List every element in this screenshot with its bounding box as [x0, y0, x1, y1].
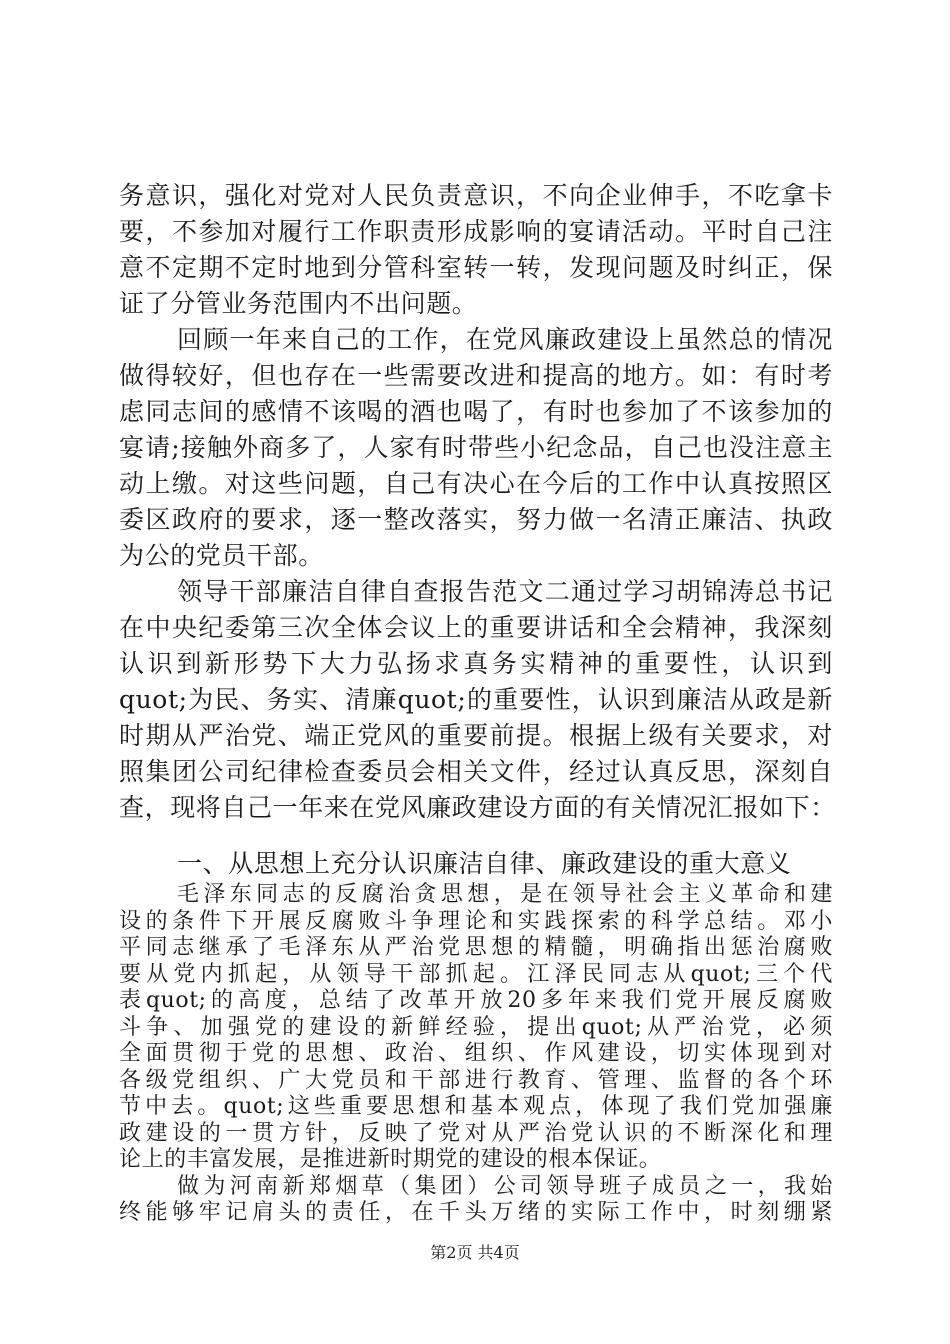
text-line: 在中央纪委第三次全体会议上的重要讲话和全会精神，我深刻 [119, 613, 833, 642]
text-line: 平同志继承了毛泽东从严治党思想的精髓，明确指出惩治腐败 [119, 935, 833, 960]
section-heading: 一、从思想上充分认识廉洁自律、廉政建设的重大意义 [177, 849, 792, 878]
paragraph-start-line: 领导干部廉洁自律自查报告范文二通过学习胡锦涛总书记 [177, 577, 833, 606]
text-line: 为公的党员干部。 [119, 541, 324, 570]
text-line: 终能够牢记肩头的责任，在千头万绪的实际工作中，时刻绷紧 [119, 1200, 833, 1225]
text-line: 节中去。quot;这些重要思想和基本观点，体现了我们党加强廉 [119, 1094, 833, 1119]
text-line: 时期从严治党、端正党风的重要前提。根据上级有关要求，对 [119, 721, 833, 750]
text-line: 宴请;接触外商多了，人家有时带些小纪念品，自己也没注意主 [119, 433, 833, 462]
text-line: quot;为民、务实、清廉quot;的重要性，认识到廉洁从政是新 [119, 685, 833, 714]
text-line: 虑同志间的感情不该喝的酒也喝了，有时也参加了不该参加的 [119, 397, 833, 426]
text-line: 要，不参加对履行工作职责形成影响的宴请活动。平时自己注 [119, 217, 833, 246]
text-line: 设的条件下开展反腐败斗争理论和实践探索的科学总结。邓小 [119, 908, 833, 934]
text-line: 委区政府的要求，逐一整改落实，努力做一名清正廉洁、执政 [119, 505, 833, 534]
text-line: 全面贯彻于党的思想、政治、组织、作风建设，切实体现到对 [119, 1041, 833, 1066]
text-line: 表quot;的高度，总结了改革开放20多年来我们党开展反腐败 [119, 988, 833, 1013]
paragraph-start-line: 毛泽东同志的反腐治贪思想，是在领导社会主义革命和建 [177, 882, 833, 907]
text-line: 意不定期不定时地到分管科室转一转，发现问题及时纠正，保 [119, 253, 833, 282]
text-line: 做得较好，但也存在一些需要改进和提高的地方。如：有时考 [119, 361, 833, 390]
text-line: 照集团公司纪律检查委员会相关文件，经过认真反思，深刻自 [119, 757, 833, 786]
text-line: 务意识，强化对党对人民负责意识，不向企业伸手，不吃拿卡 [119, 181, 833, 210]
paragraph-start-line: 做为河南新郑烟草（集团）公司领导班子成员之一，我始 [177, 1173, 833, 1199]
paragraph-start-line: 回顾一年来自己的工作，在党风廉政建设上虽然总的情况 [177, 325, 833, 354]
page-footer: 第2页 共4页 [430, 1243, 520, 1262]
text-line: 动上缴。对这些问题，自己有决心在今后的工作中认真按照区 [119, 469, 833, 498]
text-line: 认识到新形势下大力弘扬求真务实精神的重要性，认识到 [119, 649, 833, 678]
text-line: 政建设的一贯方针，反映了党对从严治党认识的不断深化和理 [119, 1120, 833, 1146]
text-line: 要从党内抓起，从领导干部抓起。江泽民同志从quot;三个代 [119, 961, 833, 987]
text-line: 各级党组织、广大党员和干部进行教育、管理、监督的各个环 [119, 1067, 833, 1093]
text-line: 斗争、加强党的建设的新鲜经验，提出quot;从严治党，必须 [119, 1014, 833, 1040]
text-line: 证了分管业务范围内不出问题。 [119, 289, 478, 318]
text-line: 论上的丰富发展，是推进新时期党的建设的根本保证。 [119, 1147, 662, 1172]
text-line: 查，现将自己一年来在党风廉政建设方面的有关情况汇报如下： [119, 793, 836, 822]
